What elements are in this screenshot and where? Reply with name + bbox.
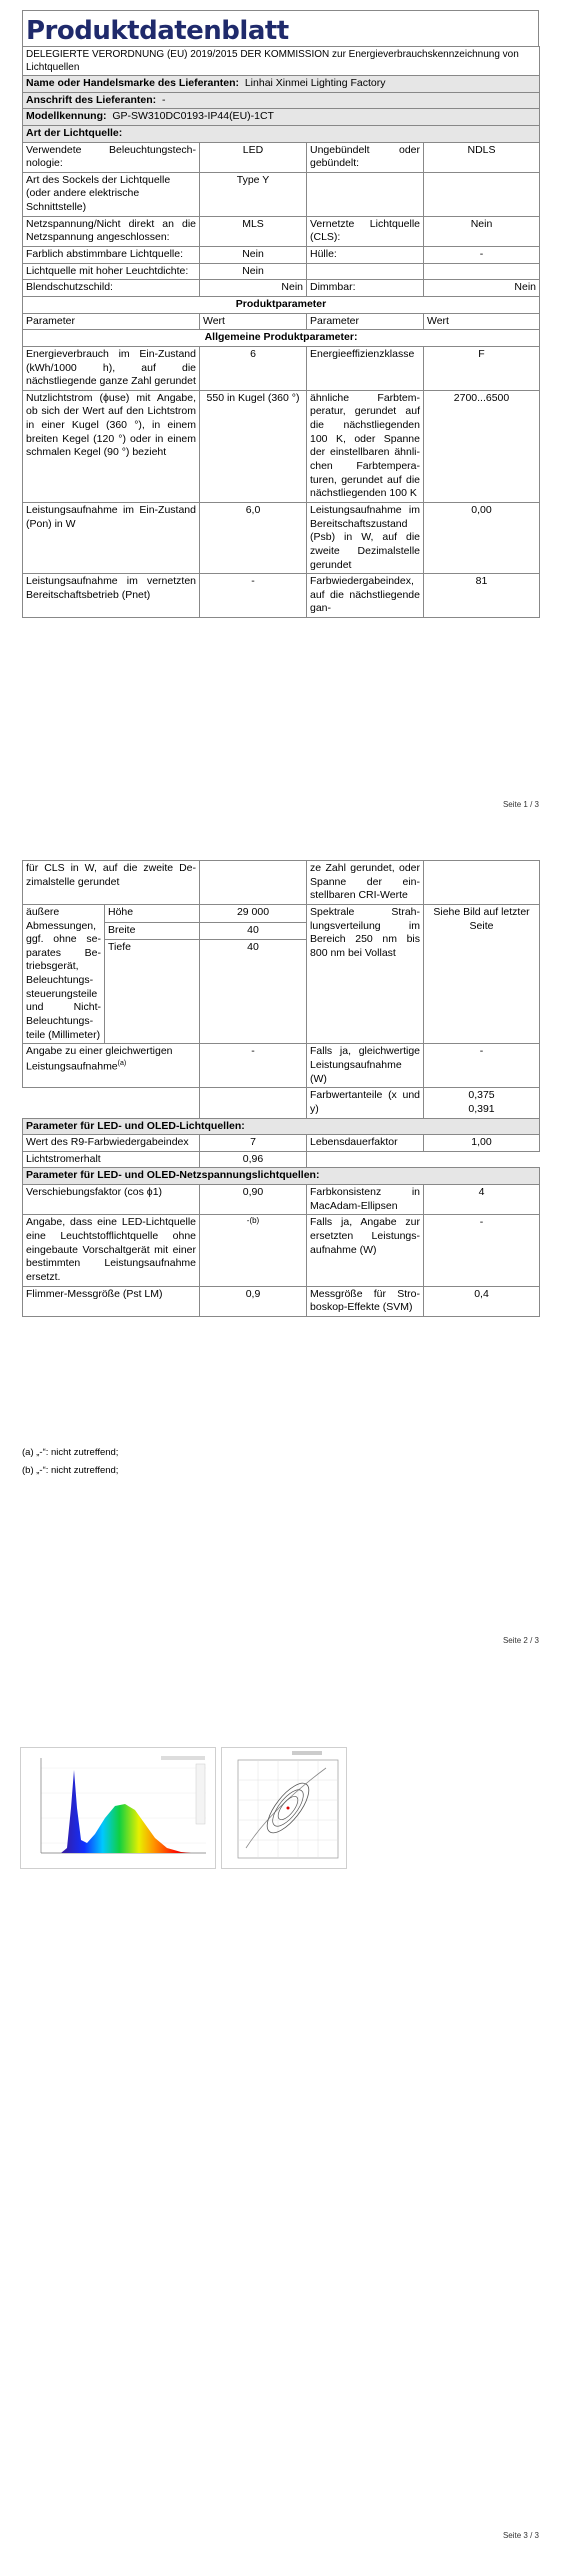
type-value: Nein	[200, 247, 307, 264]
param-value: 550 in Kugel (360 °)	[200, 390, 307, 502]
type-row	[23, 247, 540, 264]
type-value	[424, 172, 540, 216]
param-label: Messgröße für Stroboskop-Effekte (SVM)	[307, 1286, 424, 1316]
param-value: 0,00	[424, 502, 540, 573]
type-value: NDLS	[424, 142, 540, 172]
dims-label: äußere Abmessungen, ggf. ohne separates Betriebsgerät, Beleuchtungssteuerungsteile und Nicht-Beleuchtungsteile (Millimeter)	[23, 904, 105, 1043]
dims-row	[23, 904, 540, 922]
type-label: Blendschutzschild:	[23, 280, 200, 297]
supplier-label: Name oder Handelsmarke des Lieferanten:	[26, 77, 239, 89]
general-row	[23, 574, 540, 618]
type-label: Netzspannung/Nicht direkt an die Netzspannung angeschlossen:	[23, 216, 200, 246]
params-heading: Produktparameter	[23, 296, 540, 313]
supplier-row	[23, 76, 540, 93]
param-value: -	[200, 574, 307, 618]
chromaticity-graphic	[222, 1748, 346, 1868]
type-row	[23, 263, 540, 280]
param-label: Angabe, dass eine LED-Lichtquelle eine Leuchtstofflichtquelle ohne eingebaute Vorschaltgerät mit einer bestimmten Leistungsaufnahme ersetzt.	[23, 1215, 200, 1286]
type-value	[424, 263, 540, 280]
model-label: Modellkennung:	[26, 110, 107, 123]
param-label: Leistungsaufnahme im vernetzten Bereitschaftsbetrieb (Pnet)	[23, 574, 200, 618]
general-row	[23, 346, 540, 390]
type-value: Nein	[200, 280, 307, 297]
regulation-text: DELEGIERTE VERORDNUNG (EU) 2019/2015 DER KOMMISSION zur Energieverbrauchskennzeichnung von Lichtquellen	[23, 47, 540, 76]
type-label	[307, 172, 424, 216]
param-label: Lichtstromerhalt	[23, 1151, 200, 1168]
datasheet-table-page-2	[22, 860, 540, 1317]
type-row	[23, 172, 540, 216]
type-label: Verwendete Beleuchtungstechnologie:	[23, 142, 200, 172]
page-title: Produktdatenblatt	[22, 10, 539, 46]
chroma-row	[23, 1088, 540, 1118]
chroma-y: 0,391	[468, 1102, 495, 1115]
supplier-value: Linhai Xinmei Lighting Factory	[244, 77, 386, 89]
dim-name: Breite	[105, 922, 200, 940]
address-label: Anschrift des Lieferanten:	[26, 93, 157, 106]
param-label: ze Zahl gerundet, oder Spanne der einstellbaren CRI-Werte	[307, 861, 424, 905]
col-param: Parameter	[307, 313, 424, 330]
type-label: Ungebündelt oder gebündelt:	[307, 142, 424, 172]
page-3	[0, 1695, 561, 2560]
general-row	[23, 390, 540, 502]
page-number: Seite 2 / 3	[502, 1636, 539, 1645]
equiv-label: Angabe zu einer gleichwertigen Leistungsaufnahme$^{(a)}$	[23, 1044, 200, 1088]
spectrum-graphic	[21, 1748, 215, 1868]
mains-row	[23, 1286, 540, 1316]
type-row	[23, 216, 540, 246]
page-1	[0, 0, 561, 830]
param-value: 81	[424, 574, 540, 618]
spectral-value: Siehe Bild auf letzter Seite	[424, 904, 540, 1043]
type-label: Art des Sockels der Lichtquelle (oder andere elektrische Schnittstelle)	[23, 172, 200, 216]
model-value: GP-SW310DC0193-IP44(EU)-1CT	[112, 110, 274, 123]
param-value: 1,00	[424, 1135, 540, 1152]
param-label: Flimmer-Messgröße (Pst LM)	[23, 1286, 200, 1316]
param-value: 4	[424, 1185, 540, 1215]
type-label: Hülle:	[307, 247, 424, 264]
dim-name: Höhe	[105, 904, 200, 922]
page-2	[0, 830, 561, 1695]
type-label	[307, 263, 424, 280]
equiv-r-value: -	[424, 1044, 540, 1088]
address-row	[23, 92, 540, 109]
type-label: Dimmbar:	[307, 280, 424, 297]
datasheet-table-page-1	[22, 46, 540, 618]
equiv-value: -	[200, 1044, 307, 1088]
param-value: 2700...6500	[424, 390, 540, 502]
led-row	[23, 1151, 540, 1168]
param-value: F	[424, 346, 540, 390]
col-value: Wert	[200, 313, 307, 330]
chroma-x: 0,375	[468, 1089, 495, 1102]
type-row	[23, 142, 540, 172]
param-label: Leistungsaufnahme im Bereitschaftszustand (Psb) in W, auf die zweite Dezimalstelle gerundet	[307, 502, 424, 573]
param-value: 7	[200, 1135, 307, 1152]
param-label: Nutzlichtstrom (ϕuse) mit Angabe, ob sich der Wert auf den Lichtstrom in einer Kugel (360 °), in einem breiten Kegel (120 °) oder in einem schmalen Kegel (90 °) bezieht	[23, 390, 200, 502]
param-label: ähnliche Farbtemperatur, gerundet auf die nächstliegenden 100 K, oder Spanne der einstellbaren ähnlichen Farbtemperaturen, gerundet auf die nächstliegenden 100 K	[307, 390, 424, 502]
type-label: Lichtquelle mit hoher Leuchtdichte:	[23, 263, 200, 280]
footnote-a: (a) „-“: nicht zutreffend;	[22, 1447, 119, 1458]
model-row	[23, 109, 540, 126]
address-value: -	[161, 93, 166, 106]
type-value: Nein	[200, 263, 307, 280]
type-value: LED	[200, 142, 307, 172]
type-heading: Art der Lichtquelle:	[23, 125, 540, 142]
param-value: 0,96	[200, 1151, 307, 1168]
mains-row	[23, 1185, 540, 1215]
spectral-label: Spektrale Strahlungsverteilung im Bereich 250 nm bis 800 nm bei Vollast	[307, 904, 424, 1043]
general-heading: Allgemeine Produktparameter:	[23, 330, 540, 347]
param-value: 6,0	[200, 502, 307, 573]
chroma-values	[424, 1088, 540, 1118]
footnote-b: (b) „-“: nicht zutreffend;	[22, 1465, 119, 1476]
param-value: -	[424, 1215, 540, 1286]
mains-heading: Parameter für LED- und OLED-Netzspannungslichtquellen:	[23, 1168, 540, 1185]
param-value: 0,9	[200, 1286, 307, 1316]
param-value: -(b)	[200, 1215, 307, 1286]
dim-value: 40	[200, 940, 307, 1044]
type-label: Farblich abstimmbare Lichtquelle:	[23, 247, 200, 264]
param-label: Lebensdauerfaktor	[307, 1135, 424, 1152]
type-value: Nein	[424, 280, 540, 297]
param-label: Energieverbrauch im Ein-Zustand (kWh/1000 h), auf die nächstliegende ganze Zahl gerundet	[23, 346, 200, 390]
equiv-r-label: Falls ja, gleichwertige Leistungsaufnahme (W)	[307, 1044, 424, 1088]
param-label: Verschiebungsfaktor (cos ϕ1)	[23, 1185, 200, 1215]
spectrum-image	[20, 1747, 216, 1869]
param-label: für CLS in W, auf die zweite Dezimalstelle gerundet	[23, 861, 200, 905]
param-label: Energieeffizienzklasse	[307, 346, 424, 390]
param-value: 0,90	[200, 1185, 307, 1215]
param-label: Falls ja, Angabe zur ersetzten Leistungsaufnahme (W)	[307, 1215, 424, 1286]
type-value: Type Y	[200, 172, 307, 216]
param-label: Farbkonsistenz in MacAdam-Ellipsen	[307, 1185, 424, 1215]
type-value: -	[424, 247, 540, 264]
col-value: Wert	[424, 313, 540, 330]
param-value: 6	[200, 346, 307, 390]
page-number: Seite 3 / 3	[502, 2531, 539, 2540]
continuation-row	[23, 861, 540, 905]
column-header-row	[23, 313, 540, 330]
equiv-row	[23, 1044, 540, 1088]
led-heading: Parameter für LED- und OLED-Lichtquellen:	[23, 1118, 540, 1135]
param-label: Farbwiedergabeindex, auf die nächstliegende gan-	[307, 574, 424, 618]
dim-value: 40	[200, 922, 307, 940]
type-value: MLS	[200, 216, 307, 246]
col-param: Parameter	[23, 313, 200, 330]
mains-row	[23, 1215, 540, 1286]
type-label: Vernetzte Lichtquelle (CLS):	[307, 216, 424, 246]
general-row	[23, 502, 540, 573]
dim-name: Tiefe	[105, 940, 200, 1044]
type-row	[23, 280, 540, 297]
type-value: Nein	[424, 216, 540, 246]
param-label: Wert des R9-Farbwiedergabeindex	[23, 1135, 200, 1152]
param-value: 0,4	[424, 1286, 540, 1316]
led-row	[23, 1135, 540, 1152]
dim-value: 29 000	[200, 904, 307, 922]
page-number: Seite 1 / 3	[502, 800, 539, 809]
param-label: Leistungsaufnahme im Ein-Zustand (Pon) in W	[23, 502, 200, 573]
chromaticity-image	[221, 1747, 347, 1869]
chroma-label: Farbwertanteile (x und y)	[307, 1088, 424, 1118]
